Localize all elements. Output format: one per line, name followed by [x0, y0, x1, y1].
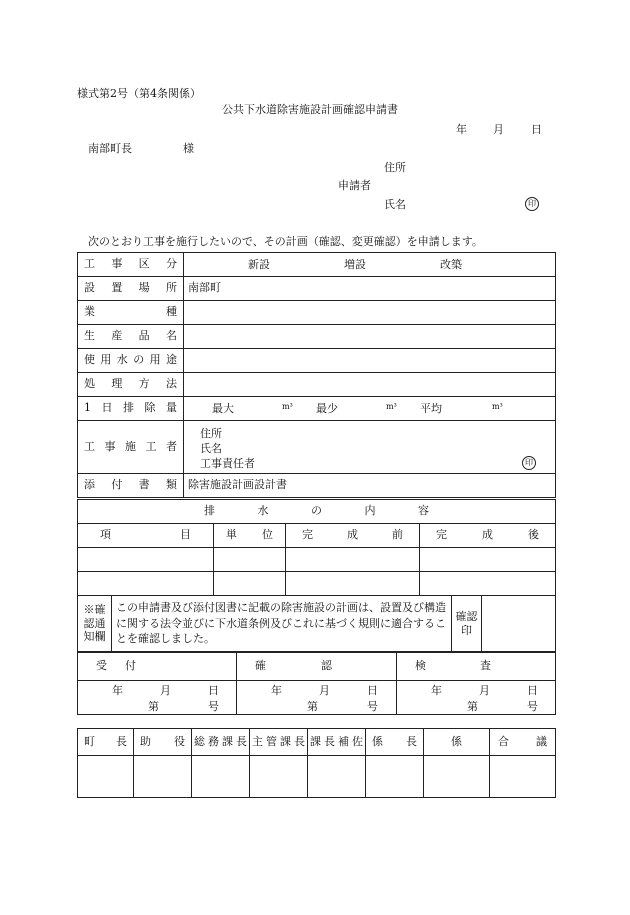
water-use-label: 使用水の用途 — [78, 349, 184, 373]
work-type-label: 工事区分 — [78, 253, 184, 277]
work-type-option-rebuild: 改築 — [440, 257, 462, 271]
process-date-confirm: 年 月 日 第 号 — [237, 681, 397, 715]
confirm-label: ※確認通知欄 — [78, 596, 112, 652]
process-header-confirm: 確認 — [255, 659, 332, 673]
confirm-text: この申請書及び添付図書に記載の除害施設の計画は、設置及び構造に関する法令並びに下水道条例及びこれに基づく規則に適合することを確認しました。 — [112, 596, 452, 652]
contractor-block — [184, 421, 556, 474]
contractor-name-label: 氏名 — [200, 442, 222, 455]
approval-header-staff: 係 — [424, 729, 490, 756]
confirm-stamp-label: 確認印 — [452, 596, 482, 652]
seal-icon: 印 — [525, 197, 539, 211]
applicant-address-label: 住所 — [384, 161, 406, 174]
drainage-table — [77, 499, 556, 596]
contractor-label: 工事施工者 — [78, 421, 184, 474]
process-date-reception: 年 月 日 第 号 — [78, 681, 237, 715]
confirm-stamp-box — [482, 596, 556, 652]
date-day: 日 — [531, 123, 542, 136]
water-use-value — [184, 349, 556, 373]
discharge-min: 最少 — [316, 401, 338, 415]
discharge-avg-unit: m³ — [492, 401, 503, 411]
drainage-header-before: 完成前 — [302, 528, 403, 542]
discharge-max-unit: m³ — [282, 401, 293, 411]
date-month: 月 — [493, 123, 504, 136]
drainage-row — [78, 572, 556, 596]
contractor-address-label: 住所 — [200, 427, 222, 440]
product-value — [184, 325, 556, 349]
attachments-label: 添付書類 — [78, 474, 184, 498]
approval-header-mayor: 町長 — [84, 734, 127, 748]
work-type-options — [184, 253, 556, 277]
process-date-inspection: 年 月 日 第 号 — [397, 681, 556, 715]
seal-icon: 印 — [522, 456, 536, 470]
approval-header-deputy: 助役 — [140, 734, 185, 748]
contractor-manager-label: 工事責任者 — [200, 457, 255, 470]
drainage-header-item: 項目 — [100, 528, 191, 542]
drainage-heading-cell — [78, 500, 556, 524]
drainage-header-after: 完成後 — [436, 528, 539, 542]
confirm-table — [77, 595, 556, 652]
location-value: 南部町 — [184, 277, 556, 301]
work-type-option-new: 新設 — [248, 257, 270, 271]
page-title: 公共下水道除害施設計画確認申請書 — [222, 103, 398, 116]
applicant-label: 申請者 — [338, 179, 371, 192]
industry-value — [184, 301, 556, 325]
addressee-name: 南部町長 — [88, 142, 132, 155]
approval-stamp-row — [78, 756, 556, 798]
location-label: 設置場所 — [78, 277, 184, 301]
method-label: 処理方法 — [78, 373, 184, 397]
approval-table — [77, 728, 556, 798]
drainage-heading: 排水の内容 — [204, 504, 429, 518]
process-table — [77, 652, 556, 715]
intro-text: 次のとおり工事を施行したいので、その計画（確認、変更確認）を申請します。 — [88, 235, 483, 248]
method-value — [184, 373, 556, 397]
applicant-name-label: 氏名 — [384, 198, 406, 211]
discharge-max: 最大 — [212, 401, 234, 415]
discharge-min-unit: m³ — [386, 401, 397, 411]
approval-header-chief: 主管課長 — [252, 734, 305, 748]
discharge-label: 1日排除量 — [78, 397, 184, 421]
attachments-value: 除害施設計画設計書 — [184, 474, 556, 498]
process-header-inspection: 検査 — [415, 659, 491, 673]
process-header-reception: 受付 — [96, 659, 136, 673]
approval-header-consultation: 合議 — [498, 734, 547, 748]
date-year: 年 — [456, 123, 467, 136]
approval-header-general-affairs: 総務課長 — [194, 734, 247, 748]
drainage-row — [78, 548, 556, 572]
work-type-option-extension: 増設 — [344, 257, 366, 271]
discharge-values — [184, 397, 556, 421]
main-table — [77, 252, 556, 498]
addressee-honorific: 様 — [183, 142, 194, 155]
discharge-avg: 平均 — [420, 401, 442, 415]
product-label: 生産品名 — [78, 325, 184, 349]
approval-header-assistant: 課長補佐 — [310, 734, 363, 748]
industry-label: 業種 — [78, 301, 184, 325]
approval-header-section-chief: 係長 — [372, 734, 417, 748]
drainage-header-unit: 単位 — [226, 528, 273, 542]
form-number: 様式第2号（第4条関係） — [77, 87, 201, 100]
